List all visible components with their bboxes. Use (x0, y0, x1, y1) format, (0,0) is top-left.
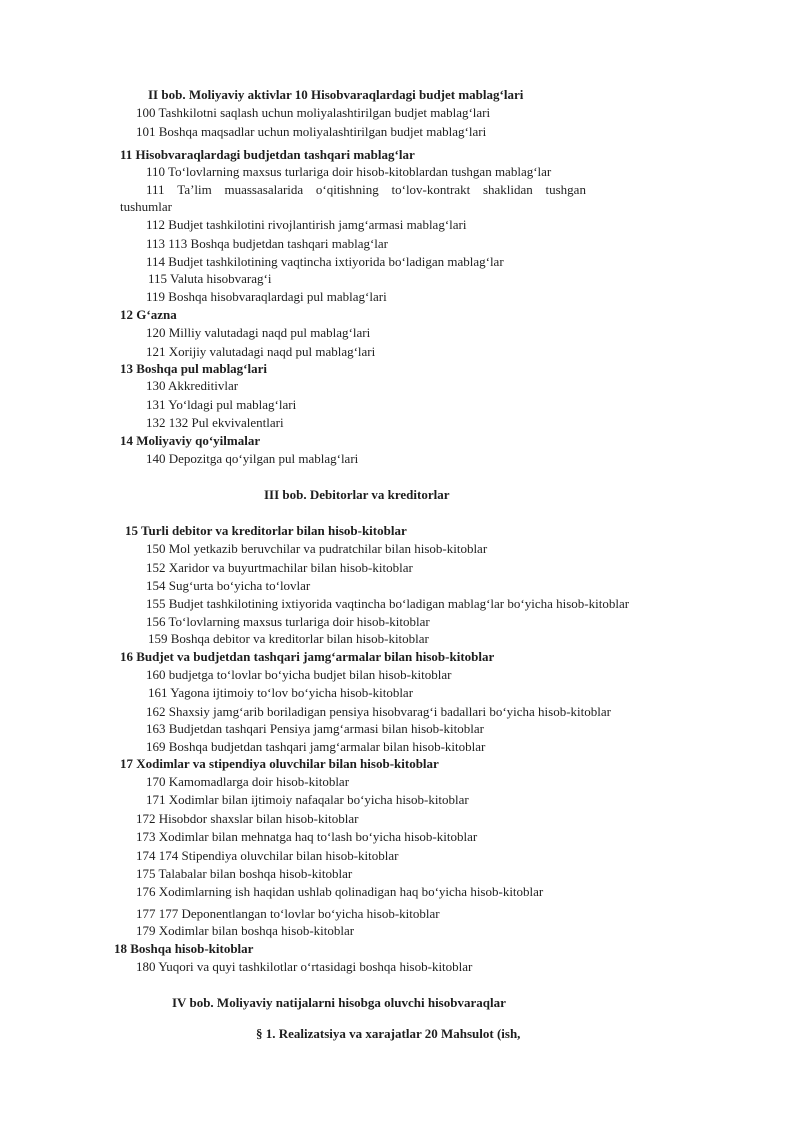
account-line: 132 132 Pul ekvivalentlari (146, 415, 284, 430)
account-line: 152 Xaridor va buyurtmachilar bilan hisob-kitoblar (146, 560, 413, 575)
line-word: muassasalarida (224, 182, 304, 197)
line-word: o‘qitishning (315, 182, 379, 197)
account-line: 154 Sug‘urta bo‘yicha to‘lovlar (146, 578, 311, 593)
account-line: 120 Milliy valutadagi naqd pul mablag‘lari (146, 325, 371, 340)
account-line: 150 Mol yetkazib beruvchilar va pudratchilar bilan hisob-kitoblar (146, 541, 488, 556)
account-line: 155 Budjet tashkilotining ixtiyorida vaqtincha bo‘ladigan mablag‘lar bo‘yicha hisob-kitoblar (146, 596, 630, 611)
line-word: tushgan (545, 182, 586, 197)
section-heading: 13 Boshqa pul mablag‘lari (120, 361, 268, 376)
line-word: Ta’lim (177, 182, 212, 197)
account-line: 162 Shaxsiy jamg‘arib boriladigan pensiya hisobvarag‘i badallari bo‘yicha hisob-kitoblar (146, 704, 611, 719)
account-line: 114 Budjet tashkilotining vaqtincha ixtiyorida bo‘ladigan mablag‘lar (146, 254, 504, 269)
account-line: 160 budjetga to‘lovlar bo‘yicha budjet bilan hisob-kitoblar (146, 667, 452, 682)
account-line: 110 To‘lovlarning maxsus turlariga doir hisob-kitoblardan tushgan mablag‘lar (146, 164, 552, 179)
section-heading: II bob. Moliyaviy aktivlar 10 Hisobvaraqlardagi budjet mablag‘lari (148, 87, 524, 102)
account-line: 161 Yagona ijtimoiy to‘lov bo‘yicha hisob-kitoblar (148, 685, 414, 700)
account-line: 176 Xodimlarning ish haqidan ushlab qolinadigan haq bo‘yicha hisob-kitoblar (136, 884, 544, 899)
line-word: to‘lov-kontrakt (391, 182, 471, 197)
line-word: 111 (146, 182, 165, 197)
account-line: 100 Tashkilotni saqlash uchun moliyalashtirilgan budjet mablag‘lari (136, 105, 491, 120)
account-line: 112 Budjet tashkilotini rivojlantirish jamg‘armasi mablag‘lari (146, 217, 467, 232)
account-line: 171 Xodimlar bilan ijtimoiy nafaqalar bo‘yicha hisob-kitoblar (146, 792, 469, 807)
section-heading: 11 Hisobvaraqlardagi budjetdan tashqari mablag‘lar (120, 147, 415, 162)
section-heading: IV bob. Moliyaviy natijalarni hisobga oluvchi hisobvaraqlar (172, 995, 506, 1010)
account-line: 170 Kamomadlarga doir hisob-kitoblar (146, 774, 350, 789)
account-line: 140 Depozitga qo‘yilgan pul mablag‘lari (146, 451, 359, 466)
section-heading: § 1. Realizatsiya va xarajatlar 20 Mahsulot (ish, (256, 1026, 521, 1041)
account-line: tushumlar (120, 199, 172, 214)
account-line: 173 Xodimlar bilan mehnatga haq to‘lash bo‘yicha hisob-kitoblar (136, 829, 478, 844)
section-heading: 17 Xodimlar va stipendiya oluvchilar bilan hisob-kitoblar (120, 756, 439, 771)
account-line: 101 Boshqa maqsadlar uchun moliyalashtirilgan budjet mablag‘lari (136, 124, 487, 139)
account-line: 159 Boshqa debitor va kreditorlar bilan hisob-kitoblar (148, 631, 429, 646)
account-line: 177 177 Deponentlangan to‘lovlar bo‘yicha hisob-kitoblar (136, 906, 440, 921)
section-heading: 12 G‘azna (120, 307, 177, 322)
account-line: 180 Yuqori va quyi tashkilotlar o‘rtasidagi boshqa hisob-kitoblar (136, 959, 473, 974)
line-word: shaklidan (482, 182, 533, 197)
section-heading: 14 Moliyaviy qo‘yilmalar (120, 433, 261, 448)
account-line: 119 Boshqa hisobvaraqlardagi pul mablag‘lari (146, 289, 387, 304)
account-line: 172 Hisobdor shaxslar bilan hisob-kitoblar (136, 811, 359, 826)
section-heading: 18 Boshqa hisob-kitoblar (114, 941, 254, 956)
account-line: 175 Talabalar bilan boshqa hisob-kitoblar (136, 866, 353, 881)
account-line: 131 Yo‘ldagi pul mablag‘lari (146, 397, 297, 412)
account-line: 163 Budjetdan tashqari Pensiya jamg‘armasi bilan hisob-kitoblar (146, 721, 484, 736)
account-line: 115 Valuta hisobvarag‘i (148, 271, 272, 286)
account-line (146, 182, 586, 198)
account-line: 169 Boshqa budjetdan tashqari jamg‘armalar bilan hisob-kitoblar (146, 739, 486, 754)
section-heading: 16 Budjet va budjetdan tashqari jamg‘armalar bilan hisob-kitoblar (120, 649, 495, 664)
section-heading: 15 Turli debitor va kreditorlar bilan hisob-kitoblar (125, 523, 407, 538)
account-line: 130 Akkreditivlar (146, 378, 239, 393)
section-heading: III bob. Debitorlar va kreditorlar (264, 487, 450, 502)
account-line: 179 Xodimlar bilan boshqa hisob-kitoblar (136, 923, 355, 938)
account-line: 121 Xorijiy valutadagi naqd pul mablag‘lari (146, 344, 376, 359)
account-line: 113 113 Boshqa budjetdan tashqari mablag‘lar (146, 236, 389, 251)
account-line: 174 174 Stipendiya oluvchilar bilan hisob-kitoblar (136, 848, 399, 863)
account-line: 156 To‘lovlarning maxsus turlariga doir hisob-kitoblar (146, 614, 430, 629)
